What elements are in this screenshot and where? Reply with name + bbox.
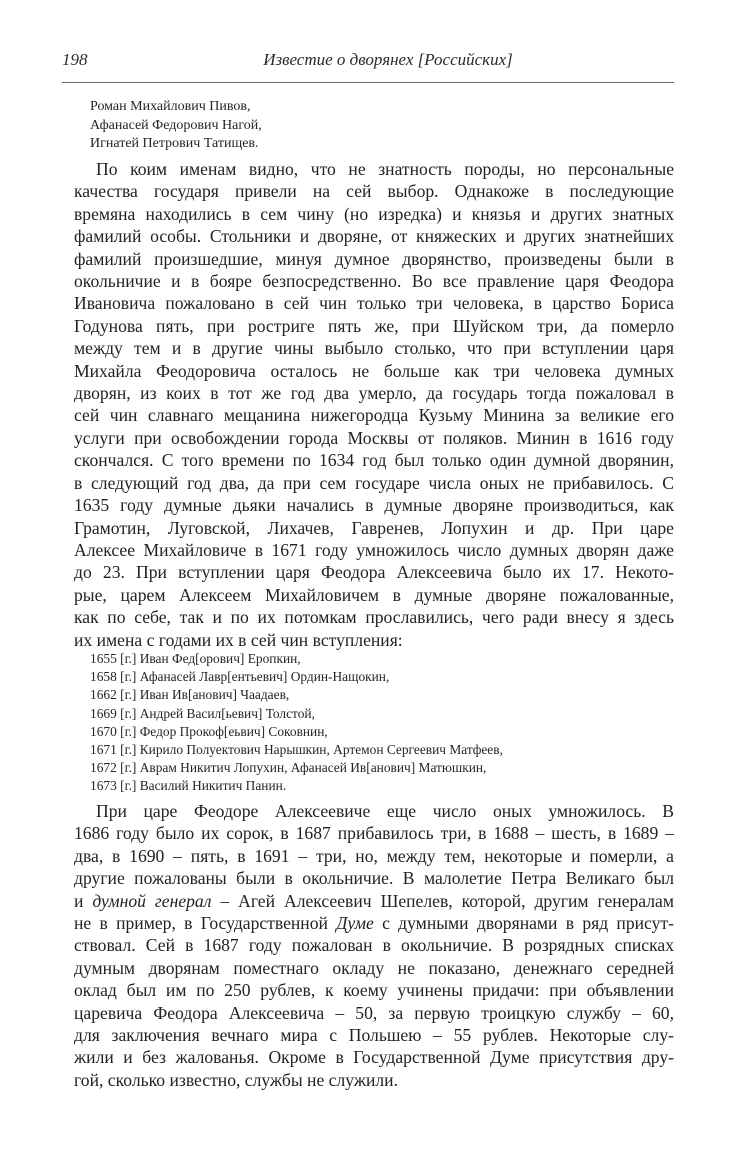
paragraph-1 <box>74 158 674 651</box>
year-entry: 1655 [г.] Иван Фед[орович] Еропкин, <box>90 651 301 666</box>
text-line: ствовал. Сей в 1687 году пожалован в окольничие. В розрядных списках <box>74 935 674 956</box>
text-line: Михайла Феодоровича осталось не больше как три человека думных <box>74 360 674 381</box>
paragraph-2 <box>74 800 674 1091</box>
running-head <box>62 50 674 74</box>
text-line: до 23. При вступлении царя Феодора Алексеевича было их 17. Некото- <box>74 562 674 583</box>
text-line: 1686 году было их сорок, в 1687 прибавилось три, в 1688 – шесть, в 1689 – <box>74 823 674 844</box>
text-line: услуги при освобождении города Москвы от поляков. Минин в 1616 году <box>74 427 674 448</box>
text-run: – Агей Алексеевич Шепелев, которой, другим генералам <box>211 890 674 911</box>
page-number: 198 <box>62 50 88 69</box>
year-entry: 1669 [г.] Андрей Васил[ьевич] Толстой, <box>90 705 315 721</box>
year-entry: 1671 [г.] Кирило Полуектович Нарышкин, Артемон Сергеевич Матфеев, <box>90 742 503 758</box>
text-line: царевича Феодора Алексеевича – 50, за первую троицкую службу – 60, <box>74 1002 674 1023</box>
text-line: фамилий особы. Стольники и дворяне, от княжеских и других знатнейших <box>74 226 674 247</box>
text-line <box>74 890 674 912</box>
text-line: гой, сколько известно, службы не служили. <box>74 1069 398 1090</box>
text-line: другие пожалованы были в окольничие. В малолетие Петра Великаго был <box>74 868 674 889</box>
text-line: сей чин славнаго мещанина нижегородца Кузьму Минина за великие его <box>74 405 674 426</box>
text-run: не в пример, в Государственной <box>74 913 337 934</box>
text-line: рые, царем Алексеем Михайловичем в думные дворяне пожалованные, <box>74 584 674 605</box>
text-line: Ивановича пожаловано в сей чин только три человека, в царство Бориса <box>74 293 674 314</box>
text-line: 1635 году думные дьяки начались в думные дворяне производиться, как <box>74 495 674 516</box>
name-entry: Игнатей Петрович Татищев. <box>90 136 259 151</box>
text-line: для заключения вечнаго мира с Польшею – 55 рублев. Некоторые слу- <box>74 1025 674 1046</box>
italic-term-dume: Думе <box>336 913 374 934</box>
name-entry: Роман Михайлович Пивов, <box>90 99 251 114</box>
text-line: По коим именам видно, что не знатность породы, но персональные <box>96 159 674 179</box>
text-line <box>74 912 674 934</box>
text-line: Грамотин, Луговской, Лихачев, Гавренев, Лопухин и др. При царе <box>74 517 674 538</box>
year-entry: 1673 [г.] Василий Никитич Панин. <box>90 778 287 794</box>
text-line: в следующий год два, да при сем государе числа оных не прибавилось. С <box>74 472 674 493</box>
header-rule <box>62 82 674 83</box>
intro-name-list <box>90 98 262 154</box>
text-line: между тем и в другие чины выбыло столько, что при вступлении царя <box>74 338 674 359</box>
year-entry: 1662 [г.] Иван Ив[анович] Чаадаев, <box>90 687 290 703</box>
text-line: окольничие и в бояре безпосредственно. Во все правление царя Феодора <box>74 271 674 292</box>
name-entry: Афанасей Федорович Нагой, <box>90 117 262 133</box>
year-entry: 1658 [г.] Афанасей Лавр[ентьевич] Ордин-Нащокин, <box>90 669 390 685</box>
text-line: жили и без жалованья. Окроме в Государственной Думе присутствия дру- <box>74 1047 674 1068</box>
text-line: времяна находились в сем чину (но изредка) и князья и других знатных <box>74 203 674 224</box>
text-run: с думными дворянами в ряд присут- <box>373 913 674 934</box>
text-line: При царе Феодоре Алексеевиче еще число оных умножилось. В <box>96 801 674 821</box>
text-line: оклад был им по 250 рублев, к коему учинены придачи: при объявлении <box>74 980 674 1001</box>
year-list <box>90 650 503 796</box>
text-line: фамилий произшедшие, минуя думное дворянство, произведены были в <box>74 248 674 269</box>
text-line: как по себе, так и по их потомкам прославились, чего ради внесу я здесь <box>74 607 674 628</box>
text-line: их имена с годами их в сей чин вступления: <box>74 629 403 650</box>
text-line: качества государя привели на сей выбор. Однакоже в последующие <box>74 181 674 202</box>
text-line: дворян, из коих в тот же год два умерло, да государь тогда пожаловал в <box>74 383 674 404</box>
year-entry: 1672 [г.] Аврам Никитич Лопухин, Афанасей Ив[анович] Матюшкин, <box>90 760 487 776</box>
text-line: скончался. С того времени по 1634 год был только один думной дворянин, <box>74 450 674 471</box>
running-title: Известие о дворянех [Российских] <box>263 50 513 69</box>
year-entry: 1670 [г.] Федор Прокоф[еьвич] Соковнин, <box>90 723 328 739</box>
text-line: два, в 1690 – пять, в 1691 – три, но, между тем, некоторые и померли, а <box>74 845 674 866</box>
italic-term-dumnoy-general: думной генерал <box>92 890 212 911</box>
text-line: Алексее Михайловиче в 1671 году умножилось число думных дворян даже <box>74 539 674 560</box>
text-run: и <box>74 890 93 911</box>
text-line: Годунова пять, при ростриге пять же, при Шуйском три, да померло <box>74 315 674 336</box>
text-line: думным дворянам поместнаго окладу не показано, денежнаго середней <box>74 957 674 978</box>
